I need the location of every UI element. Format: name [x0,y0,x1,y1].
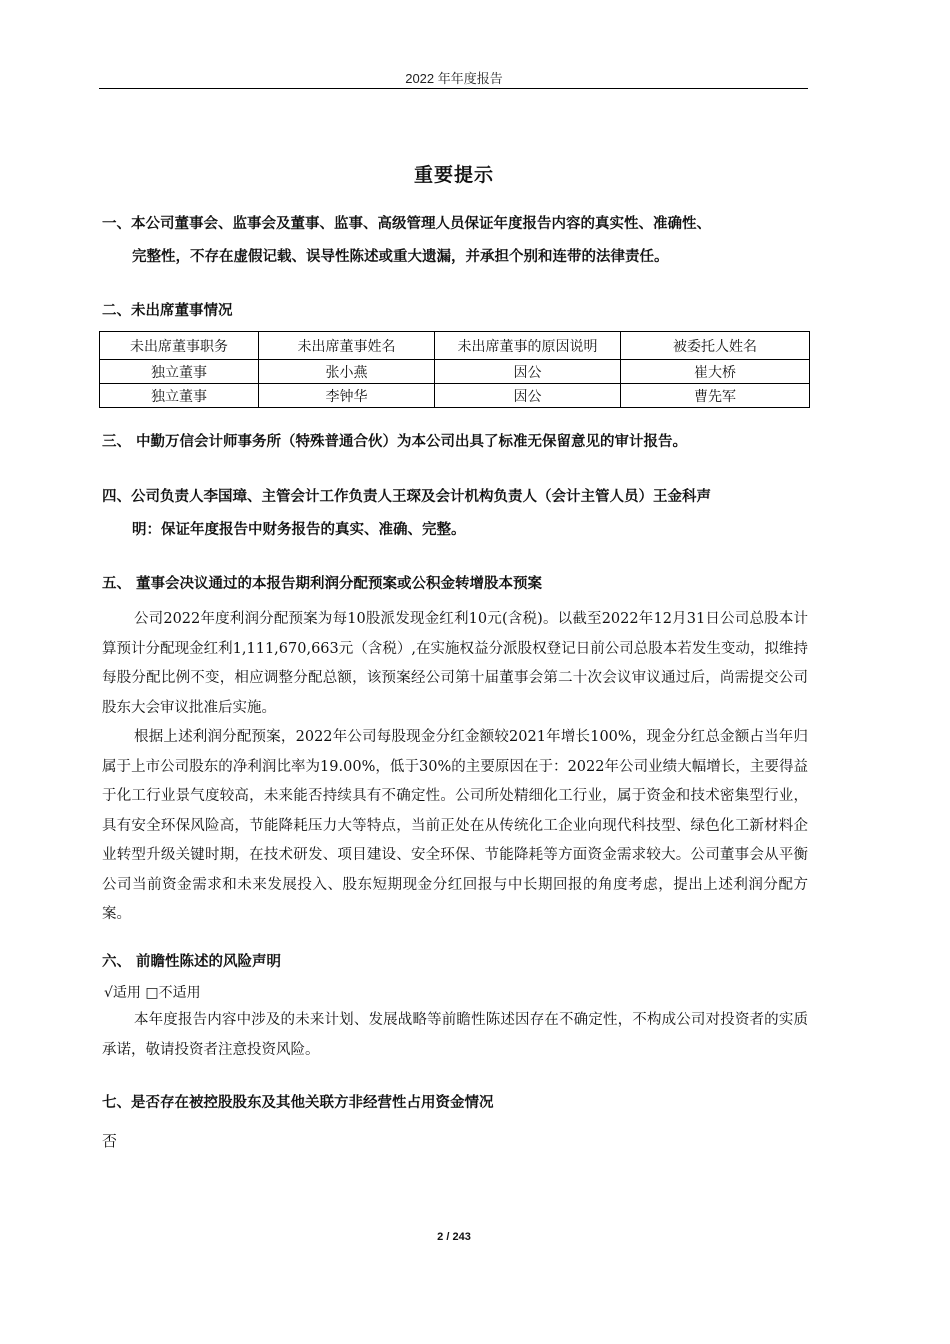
table-cell: 崔大桥 [621,360,810,384]
section-4-line1: 四、公司负责人李国璋、主管会计工作负责人王琛及会计机构负责人（会计主管人员）王金科声 [102,489,711,505]
section-3-text: 三、 中勤万信会计师事务所（特殊普通合伙）为本公司出具了标准无保留意见的审计报告。 [102,434,688,450]
absent-directors-table [99,331,810,408]
table-cell: 张小燕 [259,360,435,384]
table-cell: 独立董事 [100,360,259,384]
section-5-heading: 五、 董事会决议通过的本报告期利润分配预案或公积金转增股本预案 [102,576,543,592]
table-cell: 因公 [435,384,621,408]
table-row [100,384,810,408]
table-cell: 独立董事 [100,384,259,408]
table-row [100,360,810,384]
section-5-paragraph-2: 根据上述利润分配预案，2022年公司每股现金分红金额较2021年增长100%，现金分红总金额占当年归属于上市公司股东的净利润比率为19.00%，低于30%的主要原因在于：2022年公司业绩大幅增长，主要得益于化工行业景气度较高，未来能否持续具有不确定性。公司所处精细化工行业，属于资金和技术密集型行业，具有安全环保风险高，节能降耗压力大等特点，当前正处在从传统化工企业向现代科技型、绿色化工新材料企业转型升级关键时期，在技术研发、项目建设、安全环保、节能降耗等方面资金需求较大。公司董事会从平衡公司当前资金需求和未来发展投入、股东短期现金分红回报与中长期回报的角度考虑，提出上述利润分配方案。 [102,729,808,922]
table-cell: 因公 [435,360,621,384]
section-5-paragraph-1: 公司2022年度利润分配预案为每10股派发现金红利10元(含税)。以截至2022年12月31日公司总股本计算预计分配现金红利1,111,670,663元（含税）,在实施权益分派股权登记日前公司总股本若发生变动，拟维持每股分配比例不变，相应调整分配总额，该预案经公司第十届董事会第二十次会议审议通过后，尚需提交公司股东大会审议批准后实施。 [102,611,808,716]
section-1-line2: 完整性，不存在虚假记载、误导性陈述或重大遗漏，并承担个别和连带的法律责任。 [132,249,669,265]
table-cell: 曹先军 [621,384,810,408]
table-header-cell: 未出席董事姓名 [259,332,435,360]
table-header-row [100,332,810,360]
table-header-cell: 未出席董事的原因说明 [435,332,621,360]
section-7-heading: 七、是否存在被控股股东及其他关联方非经营性占用资金情况 [102,1095,494,1111]
applicability-option: √适用 □不适用 [104,985,201,1001]
table-header-cell: 未出席董事职务 [100,332,259,360]
section-1-line1: 一、本公司董事会、监事会及董事、监事、高级管理人员保证年度报告内容的真实性、准确性、 [102,216,711,232]
page-title: 重要提示 [413,164,494,186]
table-header-cell: 被委托人姓名 [621,332,810,360]
section-2-heading: 二、未出席董事情况 [102,303,233,319]
page-number: 2 / 243 [437,1231,471,1243]
section-4-line2: 明：保证年度报告中财务报告的真实、准确、完整。 [132,522,466,538]
section-6-heading: 六、 前瞻性陈述的风险声明 [102,954,282,970]
section-7-answer: 否 [102,1132,118,1150]
header-rule [99,88,808,89]
table-cell: 李钟华 [259,384,435,408]
page-header: 2022 年年度报告 [405,71,503,86]
section-6-paragraph: 本年度报告内容中涉及的未来计划、发展战略等前瞻性陈述因存在不确定性，不构成公司对投资者的实质承诺，敬请投资者注意投资风险。 [102,1012,808,1058]
